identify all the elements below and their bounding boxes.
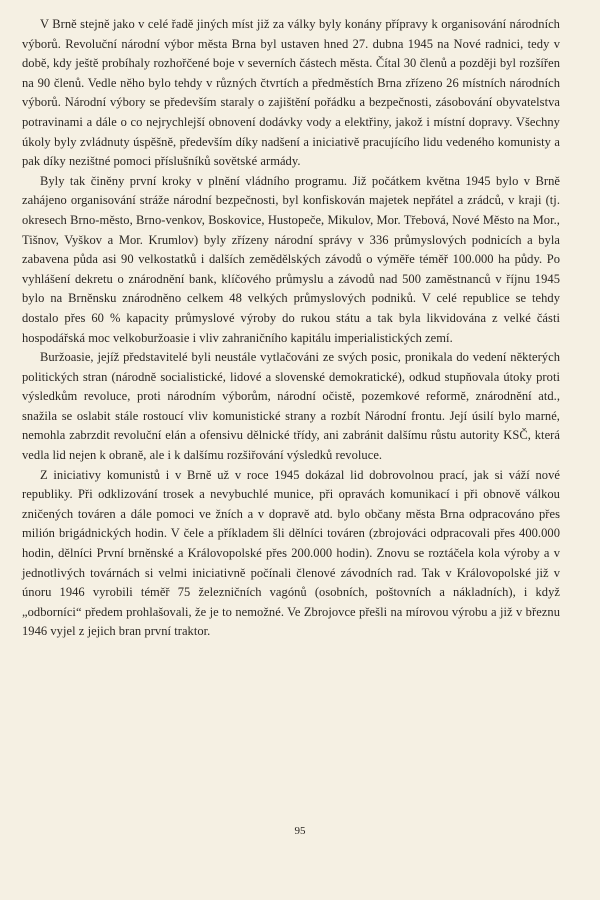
paragraph-2: Byly tak činěny první kroky v plnění vládního programu. Již počátkem května 1945 bylo v Brně zahájeno organisování stráže národní bezpečnosti, byl konfiskován majetek nepřátel a zrádců, v kraji (tj. okresech Brno-město, Brno-venkov, Boskovice, Hustopeče, Mikulov, Mor. Třebová, Nové Město na Mor., Tišnov, Vyškov a Mor. Krumlov) byly zřízeny národní správy v 336 průmyslových podnicích a byla zabavena půda asi 90 velkostatků i dalších zemědělských závodů o výměře téměř 100.000 ha půdy. Po vyhlášení dekretu o znárodnění bank, klíčového průmyslu a závodů nad 500 zaměstnanců v říjnu 1945 bylo na Brněnsku znárodněno celkem 48 velkých průmyslových podniků. V celé republice se tehdy dostalo přes 60 % kapacity průmyslové výroby do rukou státu a tak byla likvidována z velké části hospodářská moc velkoburžoasie i vliv zahraničního kapitálu imperialistických zemí.: [22, 173, 560, 345]
paragraph-4: Z iniciativy komunistů i v Brně už v roce 1945 dokázal lid dobrovolnou prací, jak si váží nové republiky. Při odklizování trosek a nevybuchlé munice, při opravách komunikací i při obnově válkou zničených továren a dále pomoci ve žních a v dopravě atd. bylo občany města Brna odpracováno přes milión brigádnických hodin. V čele a příkladem šli dělníci továren (zbrojováci odpracovali přes 400.000 hodin, dělníci První brněnské a Královopolské přes 200.000 hodin). Znovu se roztáčela kola výroby a v jednotlivých továrnách si velmi iniciativně počínali členové závodních rad. Tak v Královopolské již v únoru 1946 vyrobili téměř 75 železničních vagónů (osobních, poštovních a nákladních), i když „odborníci“ předem prohlašovali, že je to nemožné. Ve Zbrojovce přešli na mírovou výrobu a již v březnu 1946 vyjel z jejich bran první traktor.: [22, 467, 560, 639]
body-text: [22, 15, 560, 642]
paragraph-1: V Brně stejně jako v celé řadě jiných míst již za války byly konány přípravy k organisování národních výborů. Revoluční národní výbor města Brna byl ustaven hned 27. dubna 1945 na Nové radnici, tedy v době, kdy ještě probíhaly rozhořčené boje v severních částech města. Čítal 30 členů a později byl rozšířen na 90 členů. Vedle něho bylo tehdy v různých čtvrtích a předměstích Brna zřízeno 26 místních národních výborů. Národní výbory se především staraly o zajištění pořádku a bezpečnosti, zásobování obyvatelstva potravinami a dále o co nejrychlejší obnovení dodávky vody a elektřiny, jakož i místní dopravy. Všechny úkoly byly zvládnuty úspěšně, především díky nadšení a iniciativě pracujícího lidu vedeného komunisty a pak díky nezištné pomoci příslušníků sovětské armády.: [22, 17, 560, 169]
paragraph-3: Buržoasie, jejíž představitelé byli neustále vytlačováni ze svých posic, pronikala do vedení některých politických stran (národně socialistické, lidové a slovenské demokratické), odkud stupňovala útoky proti výsledkům revoluce, proti národním výborům, národní očistě, pozemkové reformě, znárodnění atd., snažila se oslabit stále rostoucí vliv komunistické strany a rozbít Národní frontu. Její úsilí bylo marné, nemohla zabrzdit revoluční elán a ofensivu dělnické třídy, ani zabránit dalšímu růstu autority KSČ, která vedla lid nejen k obraně, ale i k dalšímu rozšiřování výsledků revoluce.: [22, 350, 560, 463]
page-number: 95: [294, 825, 306, 837]
